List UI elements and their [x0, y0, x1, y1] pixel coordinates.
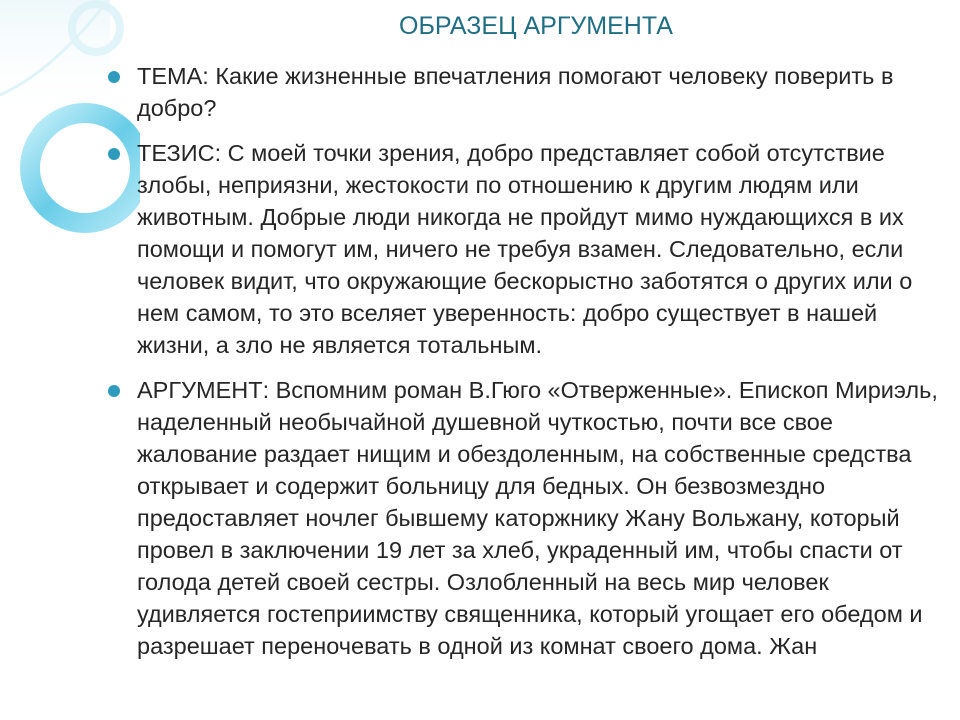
bullet-text: АРГУМЕНТ: Вспомним роман В.Гюго «Отверженные». Епископ Мириэль, наделенный необычайной душевной чуткостью, почти все свое жалование раздает нищим и обездоленным, на собственные средства открывает и содержит больницу для бедных. Он безвозмездно предоставляет ночлег бывшему каторжнику Жану Вольжану, который провел в заключении 19 лет за хлеб, украденный им, чтобы спасти от голода детей своей сестры. Озлобленный на весь мир человек удивляется гостеприимству священника, который угощает его обедом и разрешает переночевать в одной из комнат своего дома. Жан — [137, 377, 938, 659]
bullet-item-thesis — [105, 137, 953, 361]
bullet-text: ТЕЗИС: С моей точки зрения, добро представляет собой отсутствие злобы, неприязни, жестокости по отношению к другим людям или животным. Добрые люди никогда не пройдут мимо нуждающихся в их помощи и помогут им, ничего не требуя взамен. Следовательно, если человек видит, что окружающие бескорыстно заботятся о других или о нем самом, то это вселяет уверенность: добро существует в нашей жизни, а зло не является тотальным. — [137, 140, 913, 358]
slide-title: ОБРАЗЕЦ АРГУМЕНТА — [399, 12, 673, 40]
bullet-dot-icon — [108, 148, 120, 160]
bullet-item-topic — [105, 60, 953, 124]
bullet-text: ТЕМА: Какие жизненные впечатления помогают человеку поверить в добро? — [137, 63, 894, 121]
bullet-item-argument — [105, 374, 953, 662]
bullet-dot-icon — [108, 71, 120, 83]
corner-wave — [0, 0, 108, 95]
small-ring — [72, 4, 120, 52]
bullet-list — [105, 60, 953, 675]
bullet-dot-icon — [108, 385, 120, 397]
corner-gradient-panel — [0, 0, 110, 120]
